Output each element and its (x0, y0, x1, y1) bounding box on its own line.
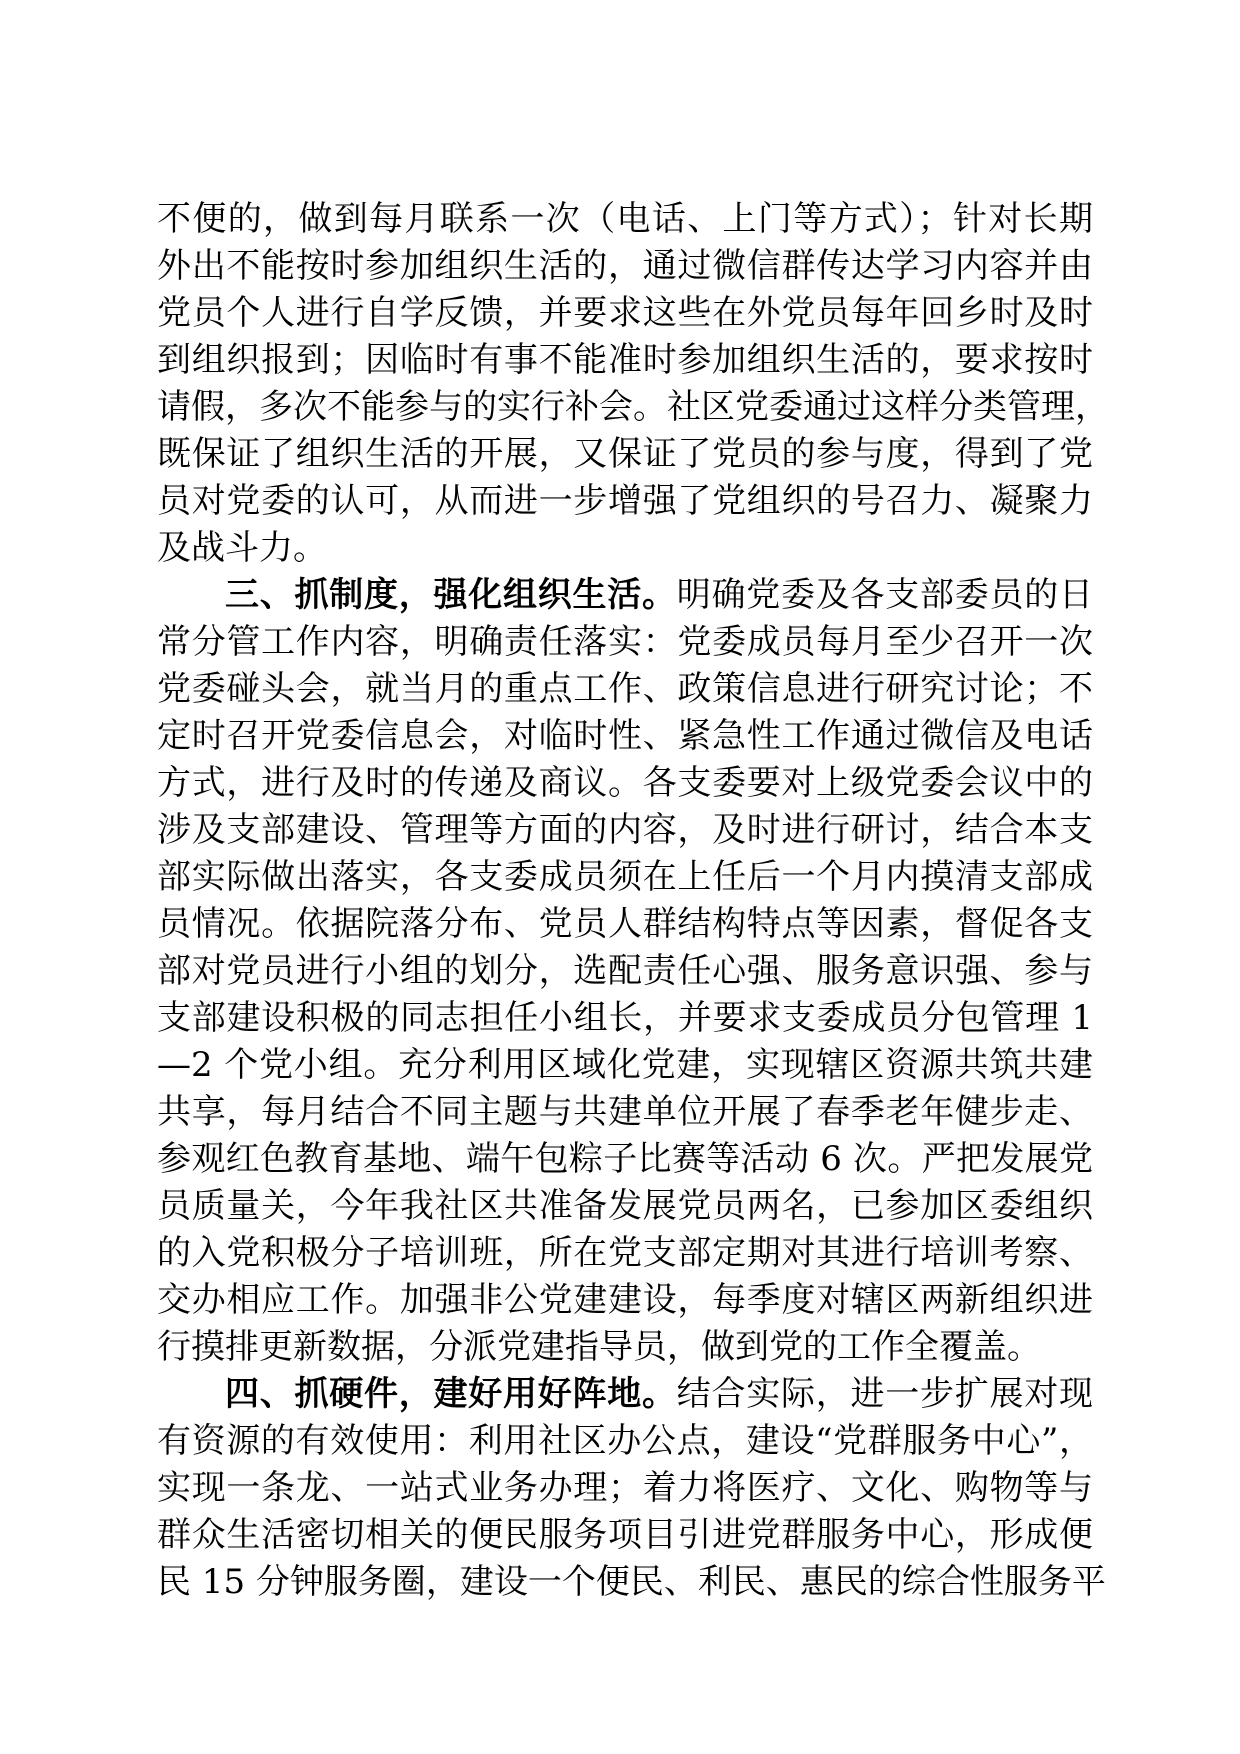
paragraph (157, 1371, 1106, 1606)
text-line: 行摸排更新数据，分派党建指导员，做到党的工作全覆盖。 (157, 1327, 1041, 1367)
text-line: 不便的，做到每月联系一次（电话、上门等方式）；针对长期 (157, 199, 1093, 239)
text-line: 常分管工作内容，明确责任落实：党委成员每月至少召开一次 (157, 622, 1093, 662)
document-body (157, 196, 1109, 1606)
text-line: 定时召开党委信息会，对临时性、紧急性工作通过微信及电话 (157, 716, 1093, 756)
paragraph (157, 196, 1109, 572)
text-line: 员质量关，今年我社区共准备发展党员两名，已参加区委组织 (157, 1186, 1093, 1226)
text-line: 交办相应工作。加强非公党建建设，每季度对辖区两新组织进 (157, 1280, 1093, 1320)
text-line: 员对党委的认可，从而进一步增强了党组织的号召力、凝聚力 (157, 481, 1093, 521)
paragraph (157, 572, 1093, 1371)
text-run: 结合实际，进一步扩展对现 (676, 1374, 1093, 1414)
text-line (157, 1371, 1093, 1418)
section-heading: 四、抓硬件，建好用好阵地。 (225, 1374, 677, 1414)
section-heading: 三、抓制度，强化组织生活。 (225, 575, 677, 615)
text-line: 部对党员进行小组的划分，选配责任心强、服务意识强、参与 (157, 951, 1093, 991)
text-line: 党员个人进行自学反馈，并要求这些在外党员每年回乡时及时 (157, 293, 1093, 333)
text-line: 部实际做出落实，各支委成员须在上任后一个月内摸清支部成 (157, 857, 1093, 897)
text-line: 涉及支部建设、管理等方面的内容，及时进行研讨，结合本支 (157, 810, 1093, 850)
text-line: 到组织报到；因临时有事不能准时参加组织生活的，要求按时 (157, 340, 1093, 380)
text-line: —2 个党小组。充分利用区域化党建，实现辖区资源共筑共建 (157, 1045, 1093, 1085)
text-line: 参观红色教育基地、端午包粽子比赛等活动 6 次。严把发展党 (157, 1139, 1093, 1179)
text-line (157, 572, 1093, 619)
text-line: 的入党积极分子培训班，所在党支部定期对其进行培训考察、 (157, 1233, 1093, 1273)
text-line: 外出不能按时参加组织生活的，通过微信群传达学习内容并由 (157, 246, 1093, 286)
text-line: 方式，进行及时的传递及商议。各支委要对上级党委会议中的 (157, 763, 1093, 803)
text-line: 实现一条龙、一站式业务办理；着力将医疗、文化、购物等与 (157, 1468, 1093, 1508)
text-line: 有资源的有效使用：利用社区办公点，建设“党群服务中心”， (157, 1421, 1093, 1461)
text-line: 既保证了组织生活的开展，又保证了党员的参与度，得到了党 (157, 434, 1093, 474)
text-line: 请假，多次不能参与的实行补会。社区党委通过这样分类管理， (157, 387, 1109, 427)
text-line: 支部建设积极的同志担任小组长，并要求支委成员分包管理 1 (157, 998, 1093, 1038)
text-line: 及战斗力。 (157, 528, 327, 568)
text-line: 党委碰头会，就当月的重点工作、政策信息进行研究讨论；不 (157, 669, 1093, 709)
text-line: 群众生活密切相关的便民服务项目引进党群服务中心，形成便 (157, 1515, 1093, 1555)
text-line: 员情况。依据院落分布、党员人群结构特点等因素，督促各支 (157, 904, 1093, 944)
text-line: 民 15 分钟服务圈，建设一个便民、利民、惠民的综合性服务平 (157, 1562, 1106, 1602)
text-line: 共享，每月结合不同主题与共建单位开展了春季老年健步走、 (157, 1092, 1093, 1132)
text-run: 明确党委及各支部委员的日 (676, 575, 1093, 615)
